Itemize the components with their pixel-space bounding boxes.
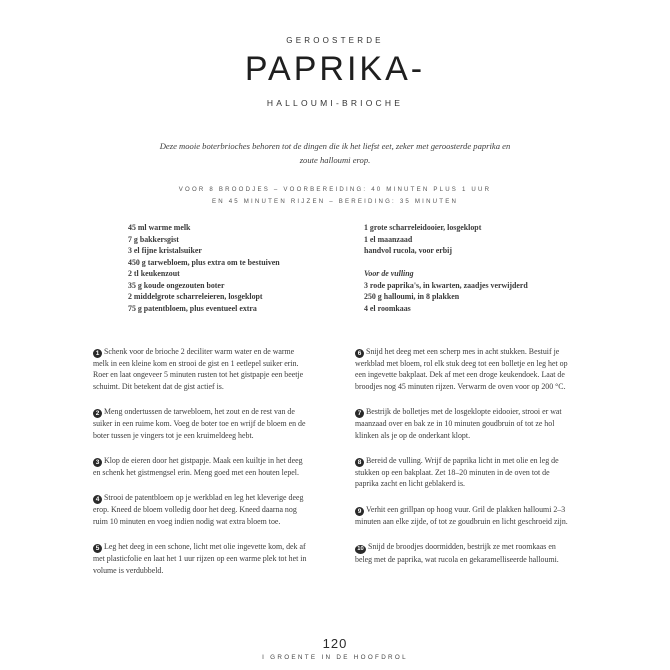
ingredients-list-right xyxy=(364,222,594,314)
recipe-subtitle: HALLOUMI-BRIOCHE xyxy=(266,98,404,108)
filling-item: 3 rode paprika's, in kwarten, zaadjes verwijderd xyxy=(364,280,528,290)
ingredient-item: 1 el maanzaad xyxy=(364,234,413,244)
method-step xyxy=(93,406,311,441)
step-text: Snijd het deeg met een scherp mes in acht stukken. Bestuif je werkblad met bloem, rol elk stuk deeg tot een bolletje en leg het op een ingevette bakplaat. Dek af met een droge keukendoek. Laat de broodjes nog 45 minuten rijzen. Verwarm de oven voor op 200 °C. xyxy=(355,347,568,391)
ingredient-item: 1 grote scharreleidooier, losgeklopt xyxy=(364,223,482,232)
step-text: Bereid de vulling. Wrijf de paprika licht in met olie en leg de stukken op een bakplaat. Zet 18–20 minuten in de oven tot de paprika zacht en licht geblakerd is. xyxy=(355,456,559,489)
filling-item: 250 g halloumi, in 8 plakken xyxy=(364,292,460,301)
ingredient-item: 3 el fijne kristalsuiker xyxy=(128,246,202,255)
ingredient-item: 450 g tarwebloem, plus extra om te bestuiven xyxy=(128,257,280,267)
method-step xyxy=(93,455,311,478)
step-text: Leg het deeg in een schone, licht met olie ingevette kom, dek af met plasticfolie en laat het 1 uur rijzen op een warme plek tot het in volume is verdubbeld. xyxy=(93,542,307,575)
title-eyebrow: GEROOSTERDE xyxy=(286,36,384,45)
method-step xyxy=(93,492,311,527)
filling-item: 4 el roomkaas xyxy=(364,303,411,313)
step-number-badge: 3 xyxy=(93,458,102,467)
method-step xyxy=(355,455,570,490)
step-text: Snijd de broodjes doormidden, bestrijk ze met roomkaas en beleg met de paprika, wat rucola en gekaramelliseerde halloumi. xyxy=(355,542,559,565)
recipe-title: PAPRIKA- xyxy=(244,50,426,88)
step-number-badge: 8 xyxy=(355,458,364,467)
ingredient-item: 7 g bakkersgist xyxy=(128,234,179,244)
step-text: Meng ondertussen de tarwebloem, het zout en de rest van de suiker in een ruime kom. Voeg de boter toe en wrijf de bloem en de boter tussen je vingers tot je een kruimeldeeg hebt. xyxy=(93,407,306,440)
page-number: 120 xyxy=(322,636,348,651)
method-column-right xyxy=(355,346,570,580)
running-head: I GROENTE IN DE HOOFDROL xyxy=(262,654,408,661)
step-number-badge: 6 xyxy=(355,349,364,358)
step-number-badge: 4 xyxy=(93,495,102,504)
step-text: Strooi de patentbloem op je werkblad en leg het kleverige deeg erop. Kneed de bloem volledig door het deeg. Kneed daarna nog ruim 10 minuten en voeg indien nodig wat extra bloem toe. xyxy=(93,493,304,526)
ingredient-item: 2 tl keukenzout xyxy=(128,269,180,278)
yield-line-2: EN 45 MINUTEN RIJZEN – BEREIDING: 35 MINUTEN xyxy=(211,198,459,205)
ingredient-item: 2 middelgrote scharreleieren, losgeklopt xyxy=(128,292,263,301)
step-number-badge: 7 xyxy=(355,409,364,418)
step-text: Verhit een grillpan op hoog vuur. Gril de plakken halloumi 2–3 minuten aan elke zijde, of tot ze goudbruin en licht geschroeid zijn. xyxy=(355,504,568,526)
intro-text: Deze mooie boterbrioches behoren tot de dingen die ik het liefst eet, zeker met geroosterde paprika en zoute halloumi erop. xyxy=(159,141,511,165)
step-number-badge: 2 xyxy=(93,409,102,418)
step-text: Klop de eieren door het gistpapje. Maak een kuiltje in het deeg en schenk het gistmengsel erin. Meng goed met een houten lepel. xyxy=(93,456,303,478)
step-text: Schenk voor de brioche 2 deciliter warm water en de warme melk in een kleine kom en strooi de gist en 1 eetlepel suiker erin. Roer en laat ongeveer 5 minuten rusten tot het gistpapje een beetje schuimt. Dit betekent dat de gist actief is. xyxy=(93,347,304,391)
step-text: Bestrijk de bolletjes met de losgeklopte eidooier, strooi er wat maanzaad over en bak ze in 10 minuten goudbruin of tot ze hol klinken als je op de onderkant klopt. xyxy=(355,407,562,440)
method-step xyxy=(93,346,311,392)
step-number-badge: 10 xyxy=(355,545,366,554)
ingredient-item: 45 ml warme melk xyxy=(128,223,191,232)
ingredient-item: 75 g patentbloem, plus eventueel extra xyxy=(128,303,257,313)
ingredient-item: handvol rucola, voor erbij xyxy=(364,246,452,255)
yield-info xyxy=(170,184,500,208)
method-step xyxy=(355,504,570,527)
yield-line-1: VOOR 8 BROODJES – VOORBEREIDING: 40 MINUTEN PLUS 1 UUR xyxy=(178,186,492,193)
ingredient-item: 35 g koude ongezouten boter xyxy=(128,280,225,290)
method-step xyxy=(355,541,570,565)
ingredients-list-left xyxy=(128,222,358,314)
step-number-badge: 5 xyxy=(93,544,102,553)
filling-heading: Voor de vulling xyxy=(364,269,414,278)
step-number-badge: 9 xyxy=(355,507,364,516)
method-column-left xyxy=(93,346,311,590)
method-step xyxy=(355,406,570,441)
method-step xyxy=(355,346,570,392)
step-number-badge: 1 xyxy=(93,349,102,358)
method-step xyxy=(93,541,311,576)
